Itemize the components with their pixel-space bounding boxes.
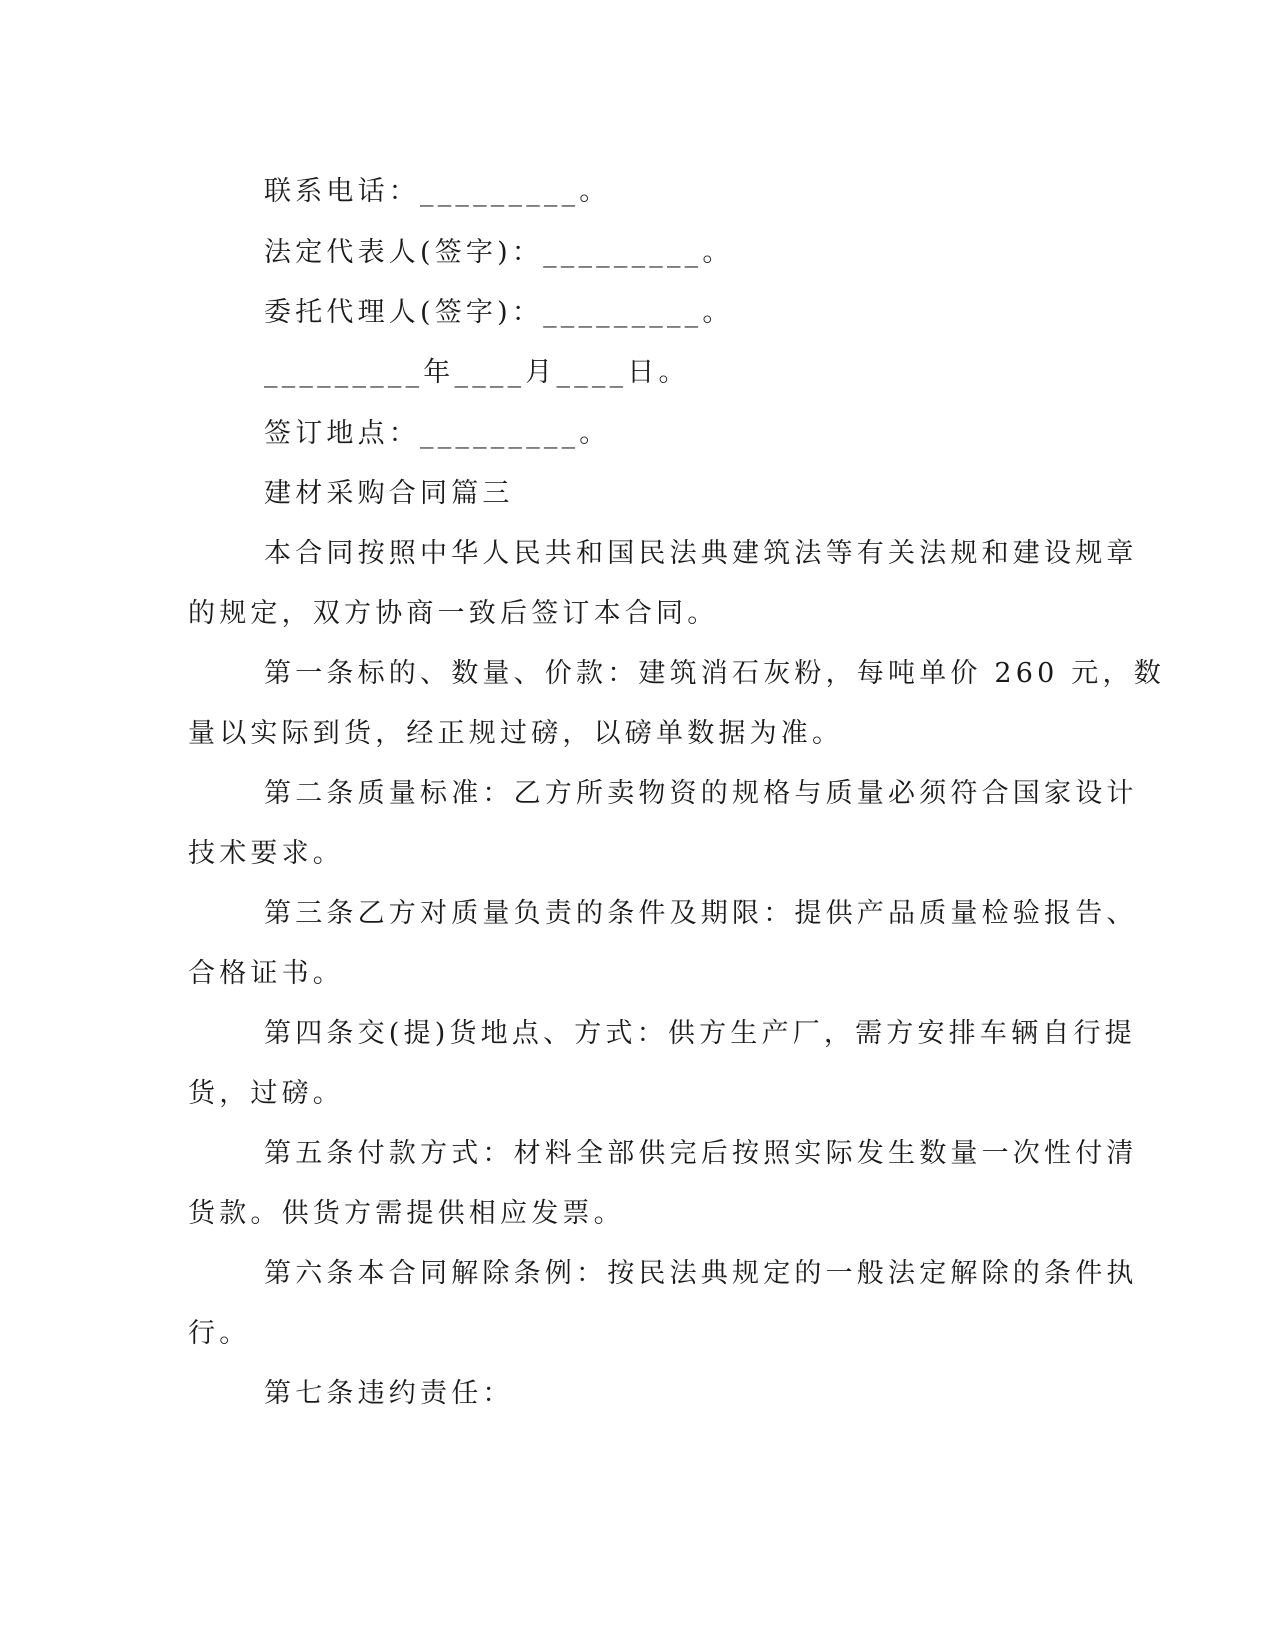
- article-6-line: 第六条本合同解除条例：按民法典规定的一般法定解除的条件执: [264, 1258, 1138, 1289]
- article-2-line: 第二条质量标准：乙方所卖物资的规格与质量必须符合国家设计: [264, 778, 1138, 809]
- article-3-line: 合格证书。: [188, 958, 344, 989]
- article-3-line: 第三条乙方对质量负责的条件及期限：提供产品质量检验报告、: [264, 898, 1138, 929]
- section-heading: 建材采购合同篇三: [264, 478, 514, 509]
- article-7-line: 第七条违约责任：: [264, 1378, 514, 1409]
- article-5-line: 第五条付款方式：材料全部供完后按照实际发生数量一次性付清: [264, 1138, 1138, 1169]
- contact-phone-line: 联系电话：_________。: [264, 176, 611, 207]
- article-4-line: 货，过磅。: [188, 1078, 344, 1109]
- article-4-line: 第四条交(提)货地点、方式：供方生产厂，需方安排车辆自行提: [264, 1018, 1136, 1049]
- article-1-line: 量以实际到货，经正规过磅，以磅单数据为准。: [188, 718, 844, 749]
- signing-place-line: 签订地点：_________。: [264, 418, 611, 449]
- legal-representative-line: 法定代表人(签字)：_________。: [264, 237, 734, 268]
- date-line: _________年____月____日。: [264, 357, 690, 388]
- article-6-line: 行。: [188, 1318, 251, 1349]
- paragraph-line: 本合同按照中华人民共和国民法典建筑法等有关法规和建设规章: [264, 538, 1138, 569]
- article-5-line: 货款。供货方需提供相应发票。: [188, 1198, 625, 1229]
- authorized-agent-line: 委托代理人(签字)：_________。: [264, 297, 734, 328]
- article-2-line: 技术要求。: [188, 838, 344, 869]
- article-1-line: 第一条标的、数量、价款：建筑消石灰粉，每吨单价 260 元，数: [264, 658, 1165, 689]
- paragraph-line: 的规定，双方协商一致后签订本合同。: [188, 598, 719, 629]
